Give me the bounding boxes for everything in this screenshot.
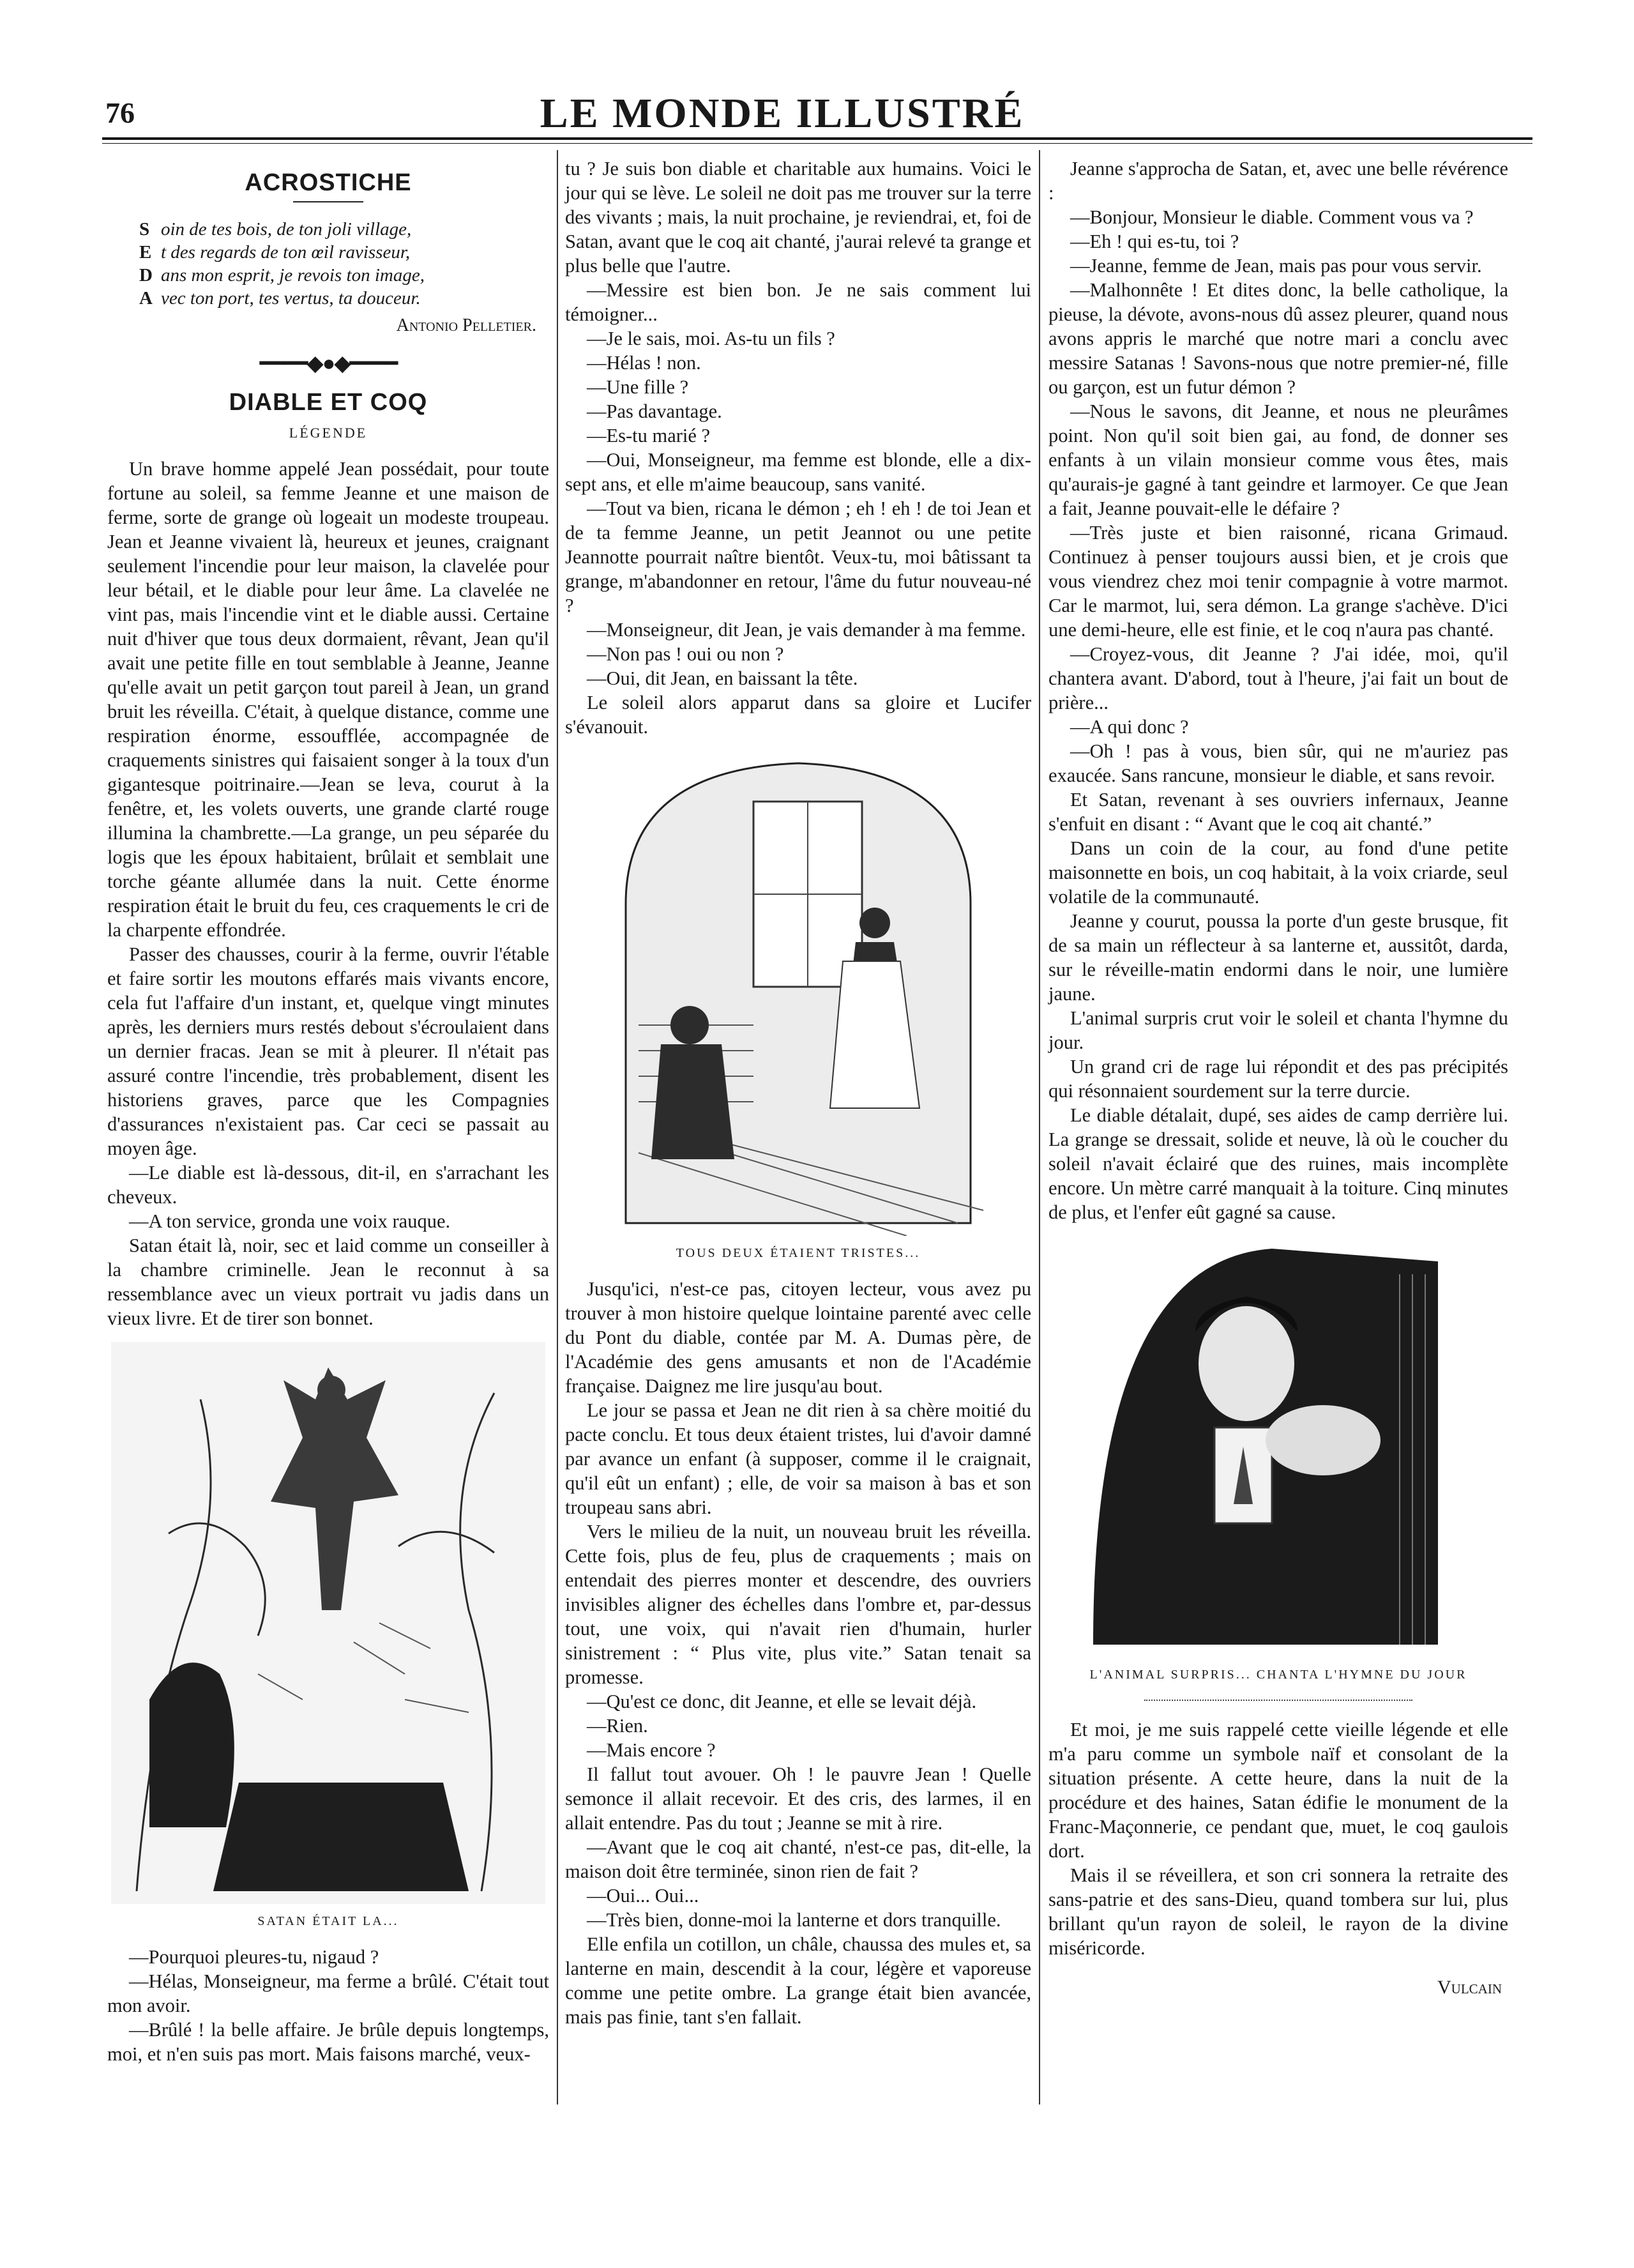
- paragraph: —Oui... Oui...: [587, 1885, 699, 1906]
- paragraph: —Oui, dit Jean, en baissant la tête.: [587, 667, 858, 689]
- ornament-divider: ━━━━◆●◆━━━━: [259, 352, 397, 376]
- header-rule-thin: [102, 143, 1532, 144]
- dotted-divider: [1144, 1700, 1412, 1701]
- acrostiche-rule: [293, 201, 363, 202]
- column-rule-2: [1039, 150, 1040, 2104]
- col3-text: [1048, 156, 1508, 1224]
- paragraph: Le diable détalait, dupé, ses aides de camp derrière lui. La grange se dressait, solide et neuve, là où le coucher du soleil n'avait éclairé que des ruines, mais incomplète encore. Un mètre carré manquait à la toiture. Cinq minutes de plus, et l'enfer eût gagné sa cause.: [1048, 1104, 1508, 1223]
- acrostiche-signature: Antonio Pelletier.: [396, 316, 536, 335]
- paragraph: —Messire est bien bon. Je ne sais comment lui témoigner...: [565, 279, 1031, 325]
- paragraph: —Avant que le coq ait chanté, n'est-ce pas, dit-elle, la maison doit être terminée, sinon rien de fait ?: [565, 1836, 1031, 1882]
- paragraph: —Hélas ! non.: [587, 352, 701, 374]
- paragraph: —Une fille ?: [587, 376, 689, 398]
- acrostiche-line-text: t des regards de ton œil ravisseur,: [161, 242, 411, 263]
- paragraph: —Es-tu marié ?: [587, 425, 711, 446]
- paragraph: —A qui donc ?: [1070, 716, 1189, 738]
- paragraph: Satan était là, noir, sec et laid comme un conseiller à la chambre criminelle. Jean le reconnut à sa ressemblance avec un vieux portrait vu jadis dans un vieux livre. Et de tirer son bonnet.: [107, 1235, 549, 1329]
- paragraph: Et moi, je me suis rappelé cette vieille légende et elle m'a paru comme un symbole naïf et consolant de la situation présente. A cette heure, dans la nuit de la procédure et des haines, Satan édifie le monument de la Franc-Maçonnerie, ce pendant que, muet, le coq gaulois dort.: [1048, 1719, 1508, 1862]
- paragraph: Un grand cri de rage lui répondit et des pas précipités qui résonnaient sourdement sur la terre durcie.: [1048, 1056, 1508, 1102]
- acrostiche-line-text: oin de tes bois, de ton joli village,: [161, 219, 412, 240]
- paragraph: —Bonjour, Monsieur le diable. Comment vous va ?: [1070, 206, 1474, 228]
- caption-satan: SATAN ÉTAIT LA...: [257, 1914, 399, 1928]
- column-rule-1: [557, 150, 558, 2104]
- story-subtitle: LÉGENDE: [289, 425, 368, 441]
- acrostiche-initial: A: [139, 288, 153, 308]
- paragraph: tu ? Je suis bon diable et charitable aux humains. Voici le jour qui se lève. Le soleil ne doit pas me trouver sur la terre des vivants ; mais, la nuit prochaine, je reviendrai, et, foi de Satan, avant que le coq ait chanté, j'aurai relevé ta grange et plus belle que l'autre.: [565, 158, 1031, 277]
- column-1: [107, 156, 549, 2066]
- paragraph: —Hélas, Monseigneur, ma ferme a brûlé. C'était tout mon avoir.: [107, 1970, 549, 2016]
- acrostiche-line: [139, 287, 549, 310]
- paragraph: —Pas davantage.: [587, 400, 722, 422]
- paragraph: Dans un coin de la cour, au fond d'une petite maisonnette en bois, un coq habitait, à la voix criarde, seul volatile de la communauté.: [1048, 837, 1508, 908]
- paragraph: Vers le milieu de la nuit, un nouveau bruit les réveilla. Cette fois, plus de feu, plus de craquements ; mais on entendait des pierres monter et descendre, des ouvriers invisibles aligner des échelles dans l'ombre et, par-dessus tout, une voix, qui n'avait rien d'humain, hurler sinistrement : “ Plus vite, plus vite.” Satan tenait sa promesse.: [565, 1521, 1031, 1688]
- paragraph: Et Satan, revenant à ses ouvriers infernaux, Jeanne s'enfuit en disant : “ Avant que le coq ait chanté.”: [1048, 789, 1508, 835]
- page-number: 76: [105, 96, 135, 129]
- illustration-lantern: [1080, 1236, 1476, 1657]
- col1-after-fig: [107, 1945, 549, 2066]
- acrostiche-initial: E: [139, 242, 152, 263]
- col2-after-fig: [565, 1277, 1031, 2029]
- paragraph: Elle enfila un cotillon, un châle, chaussa des mules et, sa lanterne en main, descendit à la cour, légère et vaporeuse comme une petite ombre. La grange était bien avancée, mais pas finie, tant s'en fallait.: [565, 1933, 1031, 2028]
- paragraph: —Le diable est là-dessous, dit-il, en s'arrachant les cheveux.: [107, 1162, 549, 1208]
- paragraph: —Oh ! pas à vous, bien sûr, qui ne m'auriez pas exaucée. Sans rancune, monsieur le diable, et sans revoir.: [1048, 740, 1508, 786]
- illustration-couple: [600, 750, 996, 1236]
- masthead-title: LE MONDE ILLUSTRÉ: [540, 90, 1025, 137]
- paragraph: Jusqu'ici, n'est-ce pas, citoyen lecteur, vous avez pu trouver à mon histoire quelque lointaine parenté avec celle du Pont du diable, contée par M. A. Dumas père, de l'Académie des gens amusants et non de l'Académie française. Daignez me lire jusqu'au bout.: [565, 1278, 1031, 1397]
- paragraph: L'animal surpris crut voir le soleil et chanta l'hymne du jour.: [1048, 1007, 1508, 1053]
- col2-text: [565, 156, 1031, 739]
- story-title: DIABLE ET COQ: [229, 389, 428, 416]
- paragraph: —Non pas ! oui ou non ?: [587, 643, 784, 665]
- header-rule: [102, 137, 1532, 140]
- paragraph: Jeanne y courut, poussa la porte d'un geste brusque, fit de sa main un réflecteur à sa lanterne et, aussitôt, darda, sur le réveille-matin endormi dans le noir, une lumière jaune.: [1048, 910, 1508, 1005]
- caption-lantern: L'ANIMAL SURPRIS... CHANTA L'HYMNE DU JOUR: [1089, 1668, 1467, 1682]
- paragraph: —Pourquoi pleures-tu, nigaud ?: [129, 1946, 379, 1968]
- paragraph: Jeanne s'approcha de Satan, et, avec une belle révérence :: [1048, 158, 1508, 204]
- acrostiche-line-text: ans mon esprit, je revois ton image,: [161, 265, 425, 285]
- paragraph: Passer des chausses, courir à la ferme, ouvrir l'étable et faire sortir les moutons effarés mais vivants encore, cela fut l'affaire d'un instant, et, quelque vingt minutes après, les derniers murs restés debout s'écroulaient dans un dernier fracas. Jean se mit à pleurer. Il n'était pas assuré contre l'incendie, très probablement, disent les historiens graves, parce que les Compagnies d'assurances n'existaient pas. Car ceci se passait au moyen âge.: [107, 943, 549, 1159]
- paragraph: —Je le sais, moi. As-tu un fils ?: [587, 328, 835, 349]
- paragraph: —Tout va bien, ricana le démon ; eh ! eh ! de toi Jean et de ta femme Jeanne, un petit Jeannot ou une petite Jeannotte pourrait naître bientôt. Veux-tu, moi bâtissant ta grange, m'abandonner en retour, l'âme du futur nouveau-né ?: [565, 498, 1031, 616]
- paragraph: Il fallut tout avouer. Oh ! le pauvre Jean ! Quelle semonce il allait recevoir. Et des cris, des larmes, il en allait entendre. Pas du tout ; Jeanne se mit à rire.: [565, 1763, 1031, 1834]
- paragraph: —Croyez-vous, dit Jeanne ? J'ai idée, moi, qu'il chantera avant. D'abord, tout à l'heure, j'ai fait un bout de prière...: [1048, 643, 1508, 713]
- paragraph: —Brûlé ! la belle affaire. Je brûle depuis longtemps, moi, et n'en suis pas mort. Mais faisons marché, veux-: [107, 2019, 549, 2065]
- paragraph: —Nous le savons, dit Jeanne, et nous ne pleurâmes point. Non qu'il soit bien gai, au fond, de donner ses enfants à un vilain monsieur comme vous êtes, mais qu'aurais-je gagné à tant geindre et larmoyer. Ce que Jean a fait, Jeanne pouvait-elle le défaire ?: [1048, 400, 1508, 519]
- paragraph: —Très bien, donne-moi la lanterne et dors tranquille.: [587, 1909, 1001, 1931]
- paragraph: —Rien.: [587, 1715, 648, 1737]
- acrostiche-line: [139, 264, 549, 287]
- paragraph: Un brave homme appelé Jean possédait, pour toute fortune au soleil, sa femme Jeanne et une maison de ferme, sorte de grange où logeait un modeste troupeau. Jean et Jeanne vivaient là, heureux et jeunes, craignant seulement l'incendie pour leur maison, la clavelée pour leur bétail, et le diable pour leur âme. La clavelée ne vint pas, mais l'incendie vint et le diable aussi. Certaine nuit d'hiver que tous deux dormaient, rêvant, Jean qu'il avait une petite fille en tout semblable à Jeanne, Jeanne qu'elle avait un petit garçon tout pareil à Jean, un grand bruit les réveilla. C'était, à quelque distance, comme une respiration énorme, essoufflée, accompagnée de craquements sinistres qui faisaient songer à la toux d'un gigantesque poitrinaire.—Jean se leva, courut à la fenêtre, et, les volets ouverts, une grande clarté rouge illumina la chambrette.—La grange, un peu séparée du logis que les époux habitaient, brûlait et semblait une torche géante allumée dans la nuit. Cette énorme respiration était le bruit du feu, ces craquements le cri de la charpente effondrée.: [107, 458, 549, 941]
- paragraph: Le soleil alors apparut dans sa gloire et Lucifer s'évanouit.: [565, 692, 1031, 738]
- paragraph: —Jeanne, femme de Jean, mais pas pour vous servir.: [1070, 255, 1482, 277]
- column-3: [1048, 156, 1508, 2000]
- author-signature: Vulcain: [1437, 1977, 1502, 1998]
- acrostiche-line-text: vec ton port, tes vertus, ta douceur.: [161, 288, 421, 308]
- acrostiche-line: [139, 241, 549, 264]
- acrostiche-initial: S: [139, 219, 150, 240]
- caption-couple: TOUS DEUX ÉTAIENT TRISTES...: [676, 1246, 921, 1260]
- paragraph: —Oui, Monseigneur, ma femme est blonde, elle a dix-sept ans, et elle m'aime beaucoup, sans vanité.: [565, 449, 1031, 495]
- acrostiche-initial: D: [139, 265, 153, 285]
- paragraph: Mais il se réveillera, et son cri sonnera la retraite des sans-patrie et des sans-Dieu, quand tombera sur lui, plus brillant qu'un rayon de soleil, le rayon de la divine miséricorde.: [1048, 1864, 1508, 1959]
- col1-text: [107, 457, 549, 1330]
- paragraph: Le jour se passa et Jean ne dit rien à sa chère moitié du pacte conclu. Et tous deux étaient tristes, lui d'avoir damné par avance un enfant (à supposer, comme il le craignait, qu'il eût un enfant) ; elle, de voir sa maison à bas et son troupeau sans abri.: [565, 1399, 1031, 1518]
- acrostiche-poem: [107, 218, 549, 310]
- paragraph: —Mais encore ?: [587, 1739, 716, 1761]
- illustration-satan: [111, 1342, 545, 1904]
- paragraph: —Eh ! qui es-tu, toi ?: [1070, 231, 1239, 252]
- paragraph: —A ton service, gronda une voix rauque.: [129, 1210, 451, 1232]
- acrostiche-title: ACROSTICHE: [245, 169, 412, 196]
- acrostiche-line: [139, 218, 549, 241]
- paragraph: —Monseigneur, dit Jean, je vais demander à ma femme.: [587, 619, 1026, 641]
- paragraph: —Qu'est ce donc, dit Jeanne, et elle se levait déjà.: [587, 1691, 977, 1712]
- col3-after-fig: [1048, 1717, 1508, 1960]
- paragraph: —Très juste et bien raisonné, ricana Grimaud. Continuez à penser toujours aussi bien, et je crois que vous viendrez chez moi tenir compagnie à votre marmot. Car le marmot, lui, sera démon. La grange s'achève. D'ici une demi-heure, elle est finie, et le coq n'aura pas chanté.: [1048, 522, 1508, 641]
- column-2: [565, 156, 1031, 2029]
- paragraph: —Malhonnête ! Et dites donc, la belle catholique, la pieuse, la dévote, avons-nous dû assez pleurer, quand nous avons appris le marché que notre mari a conclu avec messire Satanas ! Savons-nous que notre premier-né, fille ou garçon, est un futur démon ?: [1048, 279, 1508, 398]
